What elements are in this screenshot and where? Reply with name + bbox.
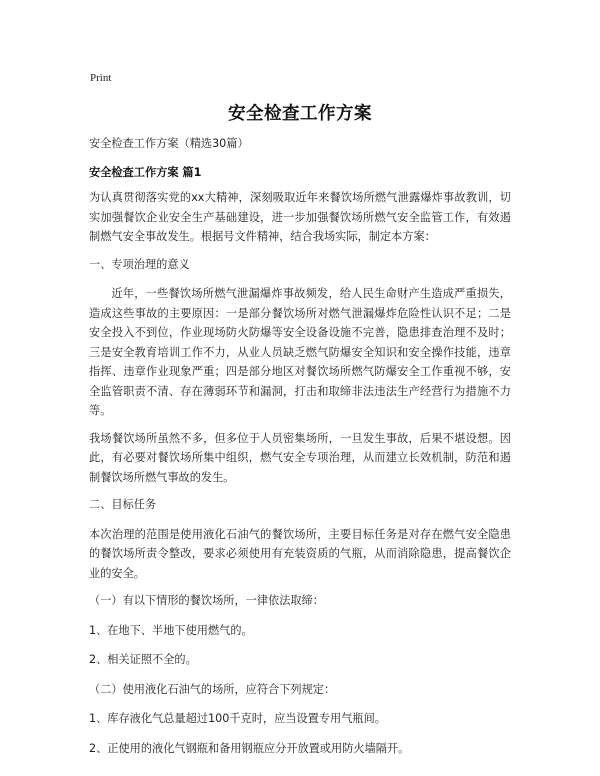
heading-significance: 一、专项治理的意义 [89, 257, 190, 271]
document-subtitle: 安全检查工作方案（精选30篇） [89, 137, 249, 150]
paragraph-causes: 近年，一些餐饮场所燃气泄漏爆炸事故频发，给人民生命财产生造成严重损失，造成这些事故的主要原因：一是部分餐饮场所对燃气泄漏爆炸危险性认识不足；二是安全投入不到位，作业现场防火防爆等安全设备设施不完善，隐患排查治理不及时；三是安全教育培训工作不力，从业人员缺乏燃气防爆安全知识和安全操作技能，违章指挥、违章作业现象严重；四是部分地区对餐饮场所燃气防爆安全工作重视不够，安全监管职责不清、存在薄弱环节和漏洞，打击和取缔非法违法生产经营行为措施不力等。 [89, 287, 511, 417]
page-title: 安全检查工作方案 [228, 104, 372, 124]
print-label: Print [90, 72, 112, 84]
paragraph-scope: 本次治理的范围是使用液化石油气的餐饮场所，主要目标任务是对存在燃气安全隐患的餐饮场所责令整改，要求必须使用有充装资质的气瓶，从而消除隐患，提高餐饮企业的安全。 [89, 527, 511, 580]
list-heading-rules: （二）使用液化石油气的场所，应符合下列规定： [89, 682, 336, 696]
list-item: 1、库存液化气总量超过100千克时，应当设置专用气瓶间。 [89, 712, 386, 725]
heading-objectives: 二、目标任务 [89, 498, 157, 511]
paragraph-necessity: 我场餐饮场所虽然不多，但多位于人员密集场所，一旦发生事故，后果不堪设想。因此，有必要对餐饮场所集中组织，燃气安全专项治理，从而建立长效机制，防范和遏制餐饮场所燃气事故的发生。 [89, 431, 511, 484]
list-item: 2、相关证照不全的。 [89, 653, 197, 666]
document-body [89, 134, 511, 768]
section-heading: 安全检查工作方案 篇1 [89, 165, 202, 179]
list-item: 1、在地下、半地下使用燃气的。 [89, 623, 253, 637]
list-heading-ban: （一）有以下情形的餐饮场所，一律依法取缔： [89, 594, 324, 607]
list-item: 2、正使用的液化气钢瓶和备用钢瓶应分开放置或用防火墙隔开。 [89, 741, 410, 755]
paragraph-intro: 为认真贯彻落实党的xx大精神，深刻吸取近年来餐饮场所燃气泄露爆炸事故教训，切实加强餐饮企业安全生产基础建设，进一步加强餐饮场所燃气安全监管工作，有效遏制燃气安全事故发生。根据号文件精神，结合我场实际，制定本方案： [89, 191, 511, 243]
